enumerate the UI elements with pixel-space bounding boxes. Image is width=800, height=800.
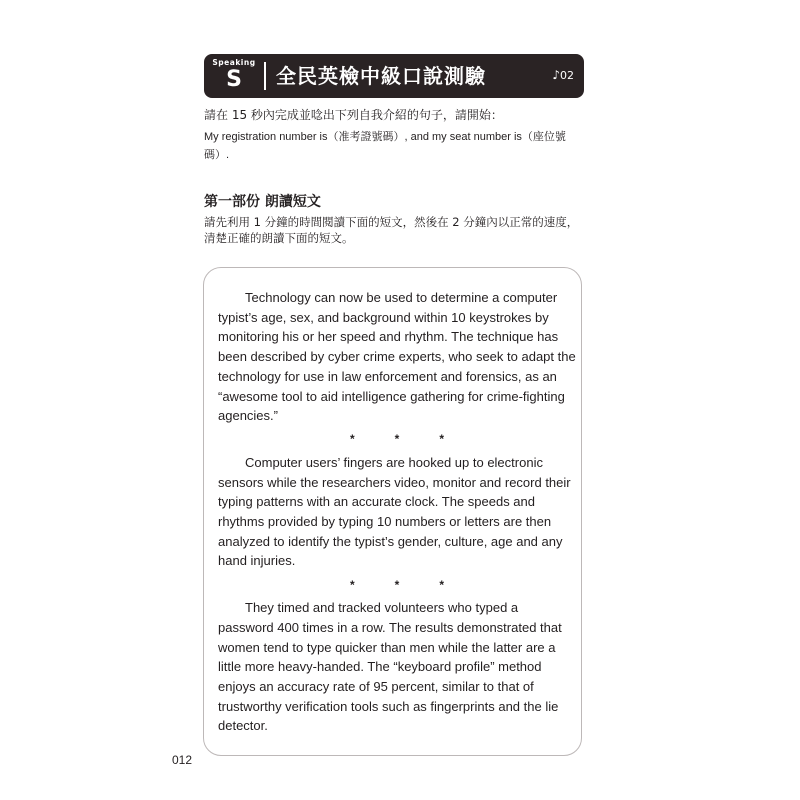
separator-star: * [349, 577, 355, 592]
section-title: 第一部份 朗讀短文 [204, 194, 321, 210]
badge-letter: S [226, 67, 242, 92]
banner-divider [264, 62, 266, 90]
track-number: 02 [560, 69, 574, 82]
music-note-icon: ♪ [552, 68, 560, 82]
separator-star: * [394, 432, 400, 447]
registration-sentence [204, 128, 586, 164]
section-banner [204, 54, 584, 98]
passage-paragraph [218, 598, 576, 736]
badge-label: Speaking [212, 58, 256, 67]
reading-passage [218, 288, 576, 736]
page-title: 全民英檢中級口說測驗 [276, 64, 486, 88]
section-separator [218, 429, 576, 449]
page-number: 012 [172, 753, 193, 767]
intro-instruction: 請在 15 秒內完成並唸出下列自我介紹的句子，請開始： [204, 108, 503, 122]
section-separator [218, 575, 576, 595]
reg-hint-2: （座位號碼） [204, 130, 566, 161]
reg-end: . [226, 149, 230, 161]
reg-text-1: My registration number is [204, 131, 328, 143]
separator-star: * [394, 577, 400, 592]
passage-paragraph [218, 288, 576, 426]
section-instruction: 請先利用 1 分鐘的時間閱讀下面的短文，然後在 2 分鐘內以正常的速度，清楚正確的朗讀下面的短文。 [204, 215, 579, 245]
audio-track [552, 68, 574, 82]
reg-text-2: , and my seat number is [404, 131, 522, 143]
separator-star: * [439, 432, 444, 447]
reg-hint-1: （准考證號碼） [327, 130, 405, 143]
speaking-badge [212, 58, 256, 94]
separator-star: * [439, 577, 444, 592]
paragraph-text: They timed and tracked volunteers who typed a password 400 times in a row. The results demonstrated that women tend to type quicker than men while the latter are a little more heavy-handed. The “keyboard profile” method enjoys an accuracy rate of 95 percent, similar to that of trustworthy verification tools such as fingerprints and the lie detector. [218, 600, 562, 734]
paragraph-text: Technology can now be used to determine a computer typist’s age, sex, and background within 10 keystrokes by monitoring his or her speed and rhythm. The technique has been described by cyber crime experts, who seek to adapt the technology for use in law enforcement and forensics, as an “awesome tool to aid intelligence gathering for crime-fighting agencies.” [218, 290, 576, 424]
passage-paragraph [218, 453, 576, 571]
separator-star: * [349, 432, 355, 447]
paragraph-text: Computer users’ fingers are hooked up to electronic sensors while the researchers video, monitor and record their typing patterns with an accurate clock. The speeds and rhythms provided by typing 10 numbers or letters are then analyzed to identify the typist’s gender, culture, age and any hand injuries. [218, 454, 571, 569]
